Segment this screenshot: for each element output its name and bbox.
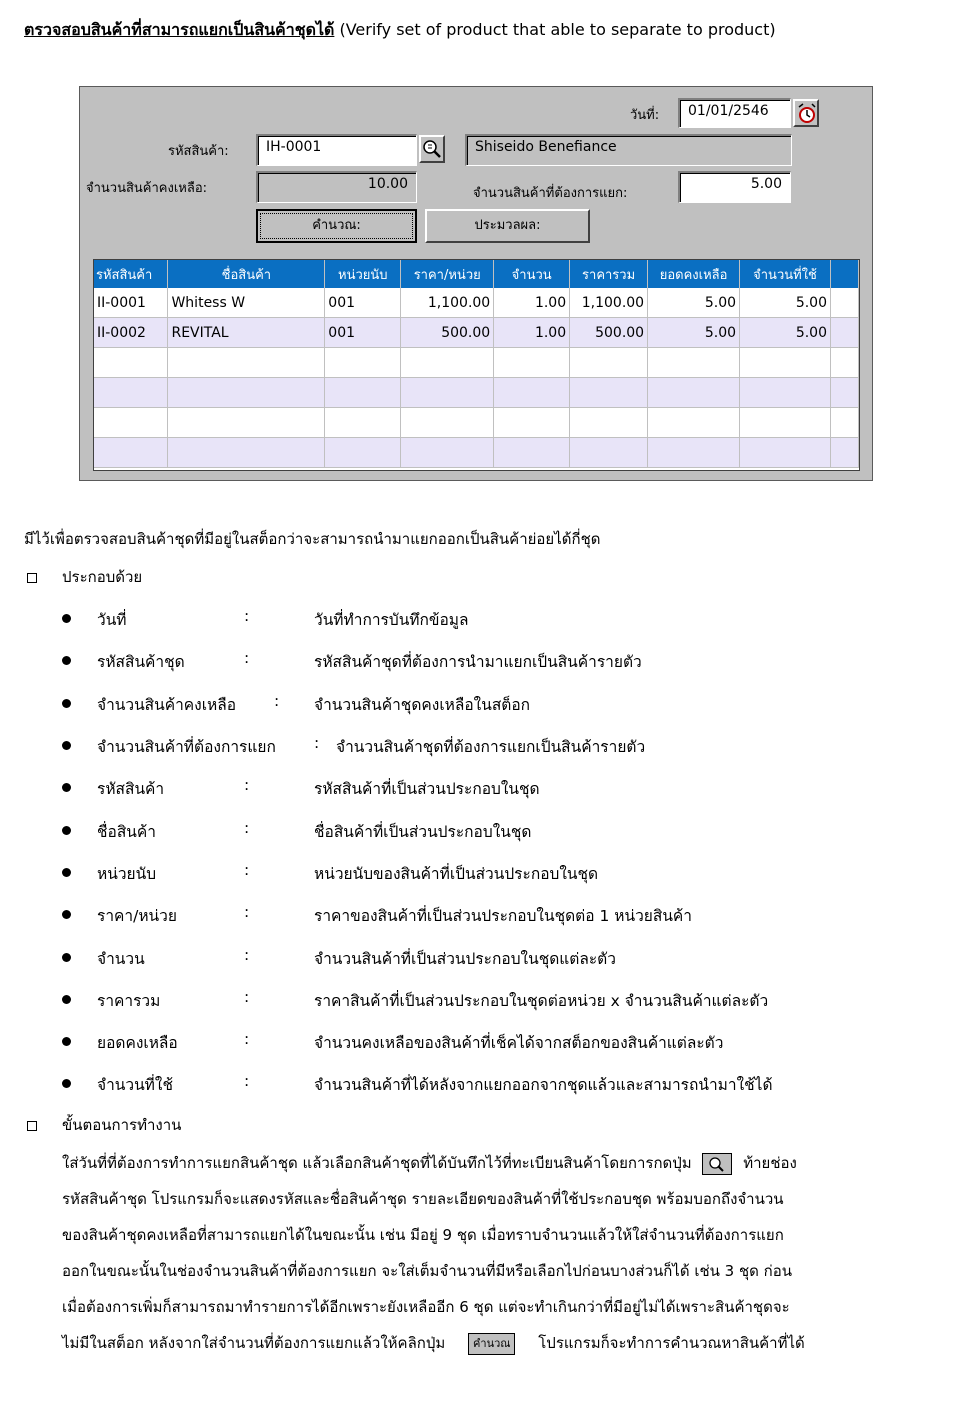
component-grid <box>93 259 860 471</box>
item-colon: : <box>244 946 250 964</box>
cell-total[interactable]: 1,100.00 <box>570 288 648 318</box>
page-heading <box>24 18 776 43</box>
separate-qty-input[interactable]: 5.00 <box>678 171 791 203</box>
procedure-line-4: ออกในขณะนั้นในช่องจำนวนสินค้าที่ต้องการแยก จะใส่เต็มจำนวนที่มีหรือเลือกไปก่อนบางส่วนก็ได้ เช่น 3 ชุด ก่อน <box>62 1262 793 1280</box>
item-term: รหัสสินค้าชุด <box>97 653 185 671</box>
item-colon: : <box>244 1030 250 1048</box>
list-item <box>0 776 973 800</box>
bullet-icon <box>62 656 71 665</box>
col-header-total[interactable]: ราคารวม <box>570 260 648 288</box>
item-colon: : <box>244 649 250 667</box>
item-desc: จำนวนสินค้าชุดคงเหลือในสต็อก <box>314 696 531 714</box>
bullet-icon <box>62 910 71 919</box>
list-item <box>0 861 973 885</box>
item-colon: : <box>244 988 250 1006</box>
product-name-display: Shiseido Benefiance <box>465 134 792 166</box>
col-header-code[interactable]: รหัสสินค้า <box>94 260 168 288</box>
bullet-icon <box>62 1037 71 1046</box>
date-label: วันที่: <box>630 108 660 123</box>
cell-code[interactable]: II-0001 <box>94 288 168 318</box>
procedure-text: ไม่มีในสต็อก หลังจากใส่จำนวนที่ต้องการแยกแล้วให้คลิกปุ่ม <box>62 1334 446 1352</box>
table-row-empty[interactable] <box>94 408 859 438</box>
list-item <box>0 1072 973 1096</box>
item-term: หน่วยนับ <box>97 865 157 883</box>
item-term: วันที่ <box>97 611 127 629</box>
list-item <box>0 692 973 716</box>
date-input[interactable]: 01/01/2546 <box>678 98 791 128</box>
procedure-line-3: ของสินค้าชุดคงเหลือที่สามารถแยกได้ในขณะนั้น เช่น มีอยู่ 9 ชุด เมื่อทราบจำนวนแล้วให้ใส่จำนวนที่ต้องการแยก <box>62 1226 784 1244</box>
remaining-label: จำนวนสินค้าคงเหลือ: <box>86 181 208 196</box>
table-row[interactable] <box>94 318 859 348</box>
magnifier-icon <box>702 1153 732 1175</box>
cell-code[interactable]: II-0002 <box>94 318 168 348</box>
cell-used[interactable]: 5.00 <box>740 288 831 318</box>
item-colon: : <box>314 734 320 752</box>
col-header-blank <box>830 260 858 288</box>
cell-name[interactable]: Whitess W <box>168 288 325 318</box>
procedure-text: โปรแกรมก็จะทำการคำนวณหาสินค้าที่ได้ <box>538 1334 805 1352</box>
item-desc: จำนวนสินค้าชุดที่ต้องการแยกเป็นสินค้ารายตัว <box>336 738 646 756</box>
bullet-icon <box>62 741 71 750</box>
cell-blank <box>830 318 858 348</box>
separate-set-dialog <box>79 86 873 481</box>
process-button[interactable]: ประมวลผล: <box>425 209 590 243</box>
magnifier-icon <box>421 137 443 161</box>
item-term: รหัสสินค้า <box>97 780 165 798</box>
component-table <box>94 260 859 468</box>
item-desc: จำนวนสินค้าที่ได้หลังจากแยกออกจากชุดแล้วและสามารถนำมาใช้ได้ <box>314 1076 773 1094</box>
section-components-title: ประกอบด้วย <box>62 568 143 586</box>
cell-remaining[interactable]: 5.00 <box>648 318 740 348</box>
list-item <box>0 734 973 758</box>
item-desc: จำนวนสินค้าที่เป็นส่วนประกอบในชุดแต่ละตัว <box>314 950 616 968</box>
item-desc: รหัสสินค้าชุดที่ต้องการนำมาแยกเป็นสินค้ารายตัว <box>314 653 642 671</box>
item-desc: วันที่ทำการบันทึกข้อมูล <box>314 611 469 629</box>
bullet-icon <box>62 783 71 792</box>
col-header-unit[interactable]: หน่วยนับ <box>325 260 401 288</box>
bullet-icon <box>62 868 71 877</box>
calendar-button[interactable] <box>793 99 819 127</box>
bullet-icon <box>62 826 71 835</box>
bullet-icon <box>62 1079 71 1088</box>
cell-qty[interactable]: 1.00 <box>494 318 570 348</box>
col-header-name[interactable]: ชื่อสินค้า <box>168 260 325 288</box>
product-code-input[interactable]: IH-0001 <box>256 134 417 166</box>
item-term: จำนวนที่ใช้ <box>97 1076 173 1094</box>
procedure-line-1 <box>62 1151 942 1175</box>
item-colon: : <box>244 819 250 837</box>
cell-blank <box>830 288 858 318</box>
cell-used[interactable]: 5.00 <box>740 318 831 348</box>
bullet-icon <box>62 699 71 708</box>
cell-unit[interactable]: 001 <box>325 318 401 348</box>
item-desc: รหัสสินค้าที่เป็นส่วนประกอบในชุด <box>314 780 540 798</box>
section-procedure-title: ขั้นตอนการทำงาน <box>62 1116 182 1134</box>
heading-title-english: (Verify set of product that able to separate to product) <box>339 20 776 39</box>
cell-unit-price[interactable]: 1,100.00 <box>401 288 494 318</box>
list-item <box>0 1030 973 1054</box>
list-item <box>0 946 973 970</box>
col-header-qty[interactable]: จำนวน <box>494 260 570 288</box>
calendar-icon <box>795 101 817 125</box>
item-desc: ชื่อสินค้าที่เป็นส่วนประกอบในชุด <box>314 823 532 841</box>
item-term: จำนวนสินค้าที่ต้องการแยก <box>97 738 276 756</box>
cell-remaining[interactable]: 5.00 <box>648 288 740 318</box>
table-row-empty[interactable] <box>94 348 859 378</box>
calculate-inline-button: คำนวณ <box>468 1333 515 1355</box>
item-desc: ราคาสินค้าที่เป็นส่วนประกอบในชุดต่อหน่วย x จำนวนสินค้าแต่ละตัว <box>314 992 769 1010</box>
list-item <box>0 903 973 927</box>
cell-total[interactable]: 500.00 <box>570 318 648 348</box>
procedure-text: ใส่วันที่ที่ต้องการทำการแยกสินค้าชุด แล้วเลือกสินค้าชุดที่ได้บันทึกไว้ที่ทะเบียนสินค้าโดยการกดปุ่ม <box>62 1154 692 1172</box>
item-colon: : <box>274 692 280 710</box>
col-header-used[interactable]: จำนวนที่ใช้ <box>740 260 831 288</box>
item-term: ชื่อสินค้า <box>97 823 156 841</box>
cell-unit[interactable]: 001 <box>325 288 401 318</box>
list-item <box>0 819 973 843</box>
intro-text: มีไว้เพื่อตรวจสอบสินค้าชุดที่มีอยู่ในสต็อกว่าจะสามารถนำมาแยกออกเป็นสินค้าย่อยได้กี่ชุด <box>24 530 601 548</box>
remaining-display: 10.00 <box>256 171 417 203</box>
item-colon: : <box>244 903 250 921</box>
heading-title-thai: ตรวจสอบสินค้าที่สามารถแยกเป็นสินค้าชุดได้ <box>24 20 335 39</box>
item-colon: : <box>244 607 250 625</box>
list-item <box>0 649 973 673</box>
table-row[interactable] <box>94 288 859 318</box>
cell-unit-price[interactable]: 500.00 <box>401 318 494 348</box>
bullet-icon <box>62 953 71 962</box>
separate-qty-label: จำนวนสินค้าที่ต้องการแยก: <box>473 186 628 201</box>
item-term: จำนวนสินค้าคงเหลือ <box>97 696 237 714</box>
grid-header-row <box>94 260 859 288</box>
list-item <box>0 607 973 631</box>
procedure-line-5: เมื่อต้องการเพิ่มก็สามารถมาทำรายการได้อีกเพราะยังเหลืออีก 6 ชุด แต่จะทำเกินกว่าที่มีอยู่ไม่ได้เพราะสินค้าชุดจะ <box>62 1298 790 1316</box>
list-item <box>0 988 973 1012</box>
item-term: ราคารวม <box>97 992 161 1010</box>
item-colon: : <box>244 776 250 794</box>
col-header-unit-price[interactable]: ราคา/หน่วย <box>401 260 494 288</box>
item-colon: : <box>244 861 250 879</box>
item-desc: จำนวนคงเหลือของสินค้าที่เช็คได้จากสต็อกของสินค้าแต่ละตัว <box>314 1034 724 1052</box>
checkbox-bullet-icon <box>27 573 37 583</box>
cell-name[interactable]: REVITAL <box>168 318 325 348</box>
procedure-line-2: รหัสสินค้าชุด โปรแกรมก็จะแสดงรหัสและชื่อสินค้าชุด รายละเอียดของสินค้าที่ใช้ประกอบชุด พร้อมบอกถึงจำนวน <box>62 1190 784 1208</box>
checkbox-bullet-icon <box>27 1121 37 1131</box>
product-search-button[interactable] <box>419 135 445 163</box>
product-code-label: รหัสสินค้า: <box>168 144 229 159</box>
procedure-text: ท้ายช่อง <box>743 1154 797 1172</box>
cell-qty[interactable]: 1.00 <box>494 288 570 318</box>
item-term: ยอดคงเหลือ <box>97 1034 178 1052</box>
item-desc: ราคาของสินค้าที่เป็นส่วนประกอบในชุดต่อ 1 หน่วยสินค้า <box>314 907 693 925</box>
item-desc: หน่วยนับของสินค้าที่เป็นส่วนประกอบในชุด <box>314 865 599 883</box>
col-header-remaining[interactable]: ยอดคงเหลือ <box>648 260 740 288</box>
item-term: จำนวน <box>97 950 145 968</box>
procedure-line-6 <box>62 1331 942 1355</box>
bullet-icon <box>62 995 71 1004</box>
table-row-empty[interactable] <box>94 438 859 468</box>
item-colon: : <box>244 1072 250 1090</box>
calculate-button[interactable]: คำนวณ: <box>256 209 417 243</box>
item-term: ราคา/หน่วย <box>97 907 177 925</box>
table-row-empty[interactable] <box>94 378 859 408</box>
bullet-icon <box>62 614 71 623</box>
